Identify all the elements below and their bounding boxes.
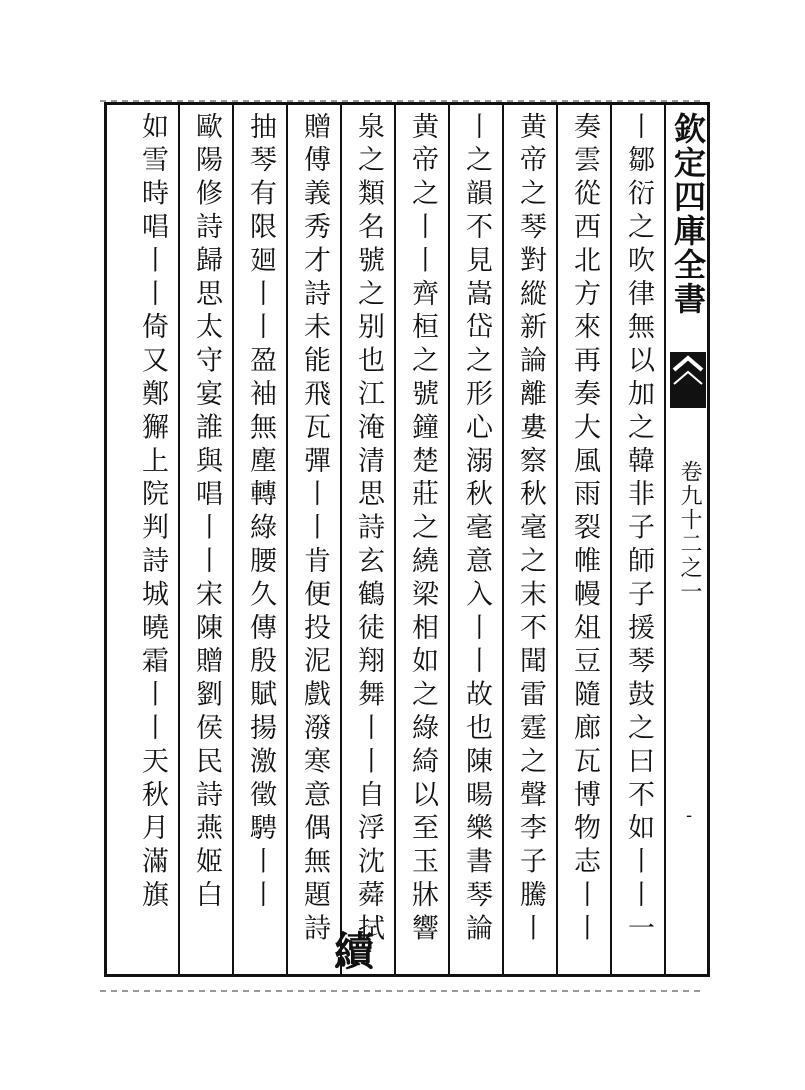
text-column: 如雪時唱丨丨倚又鄭獬上院判詩城曉霜丨丨天秋月滿旗 [137, 112, 168, 914]
text-column: 泉之類名號之别也江淹清思詩玄鶴徒翔舞丨丨自浮沈蕣拭 [353, 112, 384, 947]
column-divider [340, 102, 342, 977]
column-divider [610, 102, 612, 977]
book-title: 欽定四庫全書 [669, 112, 707, 316]
column-divider [448, 102, 450, 977]
bottom-scan-rule [100, 990, 700, 992]
text-column: 奏雲從西北方來再奏大風雨裂帷幔俎豆隨廊瓦博物志丨丨 [569, 112, 600, 947]
fish-tail-mark-icon [668, 350, 708, 410]
text-column: 丨之韻不見嵩岱之形心溺秋毫意入丨丨故也陳暘樂書琴論 [461, 112, 492, 947]
column-divider [394, 102, 396, 977]
volume-label: 卷九十二之一 [677, 460, 702, 604]
column-divider [178, 102, 180, 977]
continuation-marker: 續 [334, 928, 374, 975]
text-column: 歐陽修詩歸思太守宴誰與唱丨丨宋陳贈劉侯民詩燕姬白 [191, 112, 222, 914]
column-divider [556, 102, 558, 977]
text-column: 黄帝之琴對縱新論離婁察秋毫之末不聞雷霆之聲李子騰丨 [515, 112, 546, 947]
column-divider [232, 102, 234, 977]
page-number-dash: - [686, 805, 693, 826]
text-column: 抽琴有限廻丨丨盈袖無塵轉綠腰久傳殷賦揚激徵騁丨丨 [245, 112, 276, 914]
column-divider [502, 102, 504, 977]
text-column: 黄帝之丨丨齊桓之號鐘楚莊之繞梁相如之綠綺以至玉牀響 [407, 112, 438, 947]
text-column: 贈傅義秀才詩未能飛瓦彈丨丨肯便投泥戲潑寒意偶無題詩 [299, 112, 330, 947]
text-column: 丨鄒衍之吹律無以加之韓非子師子援琴鼓之曰不如丨丨一 [623, 112, 654, 947]
column-divider [286, 102, 288, 977]
